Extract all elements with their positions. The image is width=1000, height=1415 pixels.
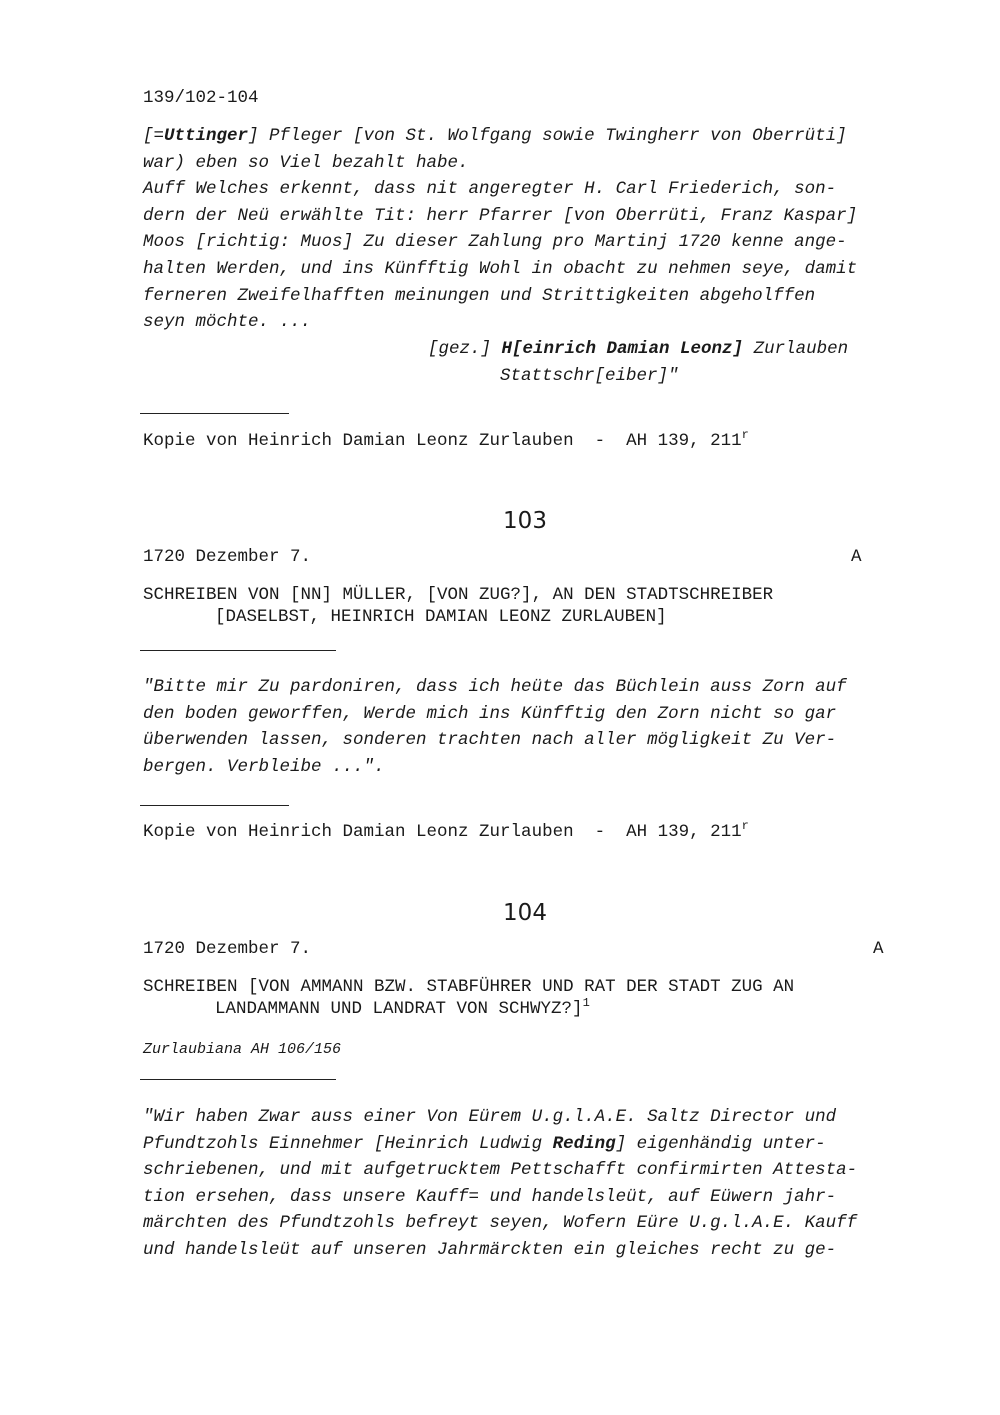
- doc102-text-line: dern der Neü erwählte Tit: herr Pfarrer [von Oberrüti, Franz Kaspar]: [143, 206, 858, 226]
- copy-note: [143, 819, 749, 842]
- quote-line: überwenden lassen, sonderen trachten nach aller mögligkeit Zu Ver-: [143, 730, 837, 750]
- separator-rule: [140, 1079, 336, 1080]
- text-fragment: Kopie von Heinrich Damian Leonz Zurlauben - AH 139, 211: [143, 822, 742, 842]
- quote-line: bergen. Verbleibe ...".: [143, 757, 385, 777]
- signature-title: Stattschr[eiber]": [500, 366, 679, 386]
- document-title: SCHREIBEN [VON AMMANN BZW. STABFÜHRER UND RAT DER STADT ZUG AN: [143, 977, 795, 997]
- text-fragment: [=: [143, 126, 165, 146]
- text-fragment: ] Pfleger [von St. Wolfgang sowie Twingherr von Oberrüti]: [248, 126, 847, 146]
- document-date: 1720 Dezember 7.: [143, 939, 312, 959]
- emphasized-name: H[einrich Damian Leonz]: [501, 339, 744, 359]
- document-type-letter: A: [851, 547, 862, 567]
- emphasized-name: Uttinger: [164, 126, 249, 146]
- quote-line: "Wir haben Zwar auss einer Von Eürem U.g.l.A.E. Saltz Director und: [143, 1107, 837, 1127]
- text-fragment: Pfundtzohls Einnehmer [Heinrich Ludwig: [143, 1134, 553, 1154]
- document-title: [215, 998, 590, 1020]
- separator-rule: [140, 650, 336, 651]
- doc102-text-line: Moos [richtig: Muos] Zu dieser Zahlung pro Martinj 1720 kenne ange-: [143, 232, 847, 252]
- text-fragment: LANDAMMANN UND LANDRAT VON SCHWYZ?]: [215, 999, 583, 1019]
- document-number: 104: [503, 900, 547, 926]
- doc102-text-line: [143, 126, 847, 146]
- source-reference: Zurlaubiana AH 106/156: [143, 1041, 342, 1058]
- document-number: 103: [503, 508, 547, 534]
- separator-rule: [140, 413, 289, 414]
- document-title: SCHREIBEN VON [NN] MÜLLER, [VON ZUG?], AN DEN STADTSCHREIBER: [143, 585, 774, 605]
- quote-line: märchten des Pfundtzohls befreyt seyen, Wofern Eüre U.g.l.A.E. Kauff: [143, 1213, 858, 1233]
- signature-line: [428, 339, 848, 359]
- copy-note: [143, 428, 749, 451]
- document-date: 1720 Dezember 7.: [143, 547, 312, 567]
- separator-rule: [140, 805, 289, 806]
- text-fragment: [gez.]: [428, 339, 502, 359]
- superscript: r: [741, 428, 749, 442]
- document-type-letter: A: [873, 939, 884, 959]
- emphasized-name: Reding: [552, 1134, 616, 1154]
- quote-line: [143, 1134, 826, 1154]
- page-header: 139/102-104: [143, 88, 259, 108]
- quote-line: und handelsleüt auf unseren Jahrmärckten ein gleiches recht zu ge-: [143, 1240, 837, 1260]
- doc102-text-line: halten Werden, und ins Künfftig Wohl in obacht zu nehmen seye, damit: [143, 259, 858, 279]
- footnote-marker: 1: [582, 996, 590, 1010]
- text-fragment: Kopie von Heinrich Damian Leonz Zurlauben - AH 139, 211: [143, 431, 742, 451]
- doc102-text-line: war) eben so Viel bezahlt habe.: [143, 153, 469, 173]
- text-fragment: ] eigenhändig unter-: [615, 1134, 826, 1154]
- quote-line: schriebenen, und mit aufgetrucktem Pettschafft confirmirten Attesta-: [143, 1160, 858, 1180]
- superscript: r: [741, 819, 749, 833]
- doc102-text-line: Auff Welches erkennt, dass nit angeregter H. Carl Friederich, son-: [143, 179, 837, 199]
- doc102-text-line: seyn möchte. ...: [143, 312, 312, 332]
- quote-line: "Bitte mir Zu pardoniren, dass ich heüte das Büchlein auss Zorn auf: [143, 677, 847, 697]
- document-title: [DASELBST, HEINRICH DAMIAN LEONZ ZURLAUBEN]: [215, 607, 667, 627]
- quote-line: tion ersehen, dass unsere Kauff= und handelsleüt, auf Eüwern jahr-: [143, 1187, 837, 1207]
- text-fragment: Zurlauben: [743, 339, 849, 359]
- quote-line: den boden geworffen, Werde mich ins Künfftig den Zorn nicht so gar: [143, 704, 837, 724]
- doc102-text-line: ferneren Zweifelhafften meinungen und Strittigkeiten abgeholffen: [143, 286, 816, 306]
